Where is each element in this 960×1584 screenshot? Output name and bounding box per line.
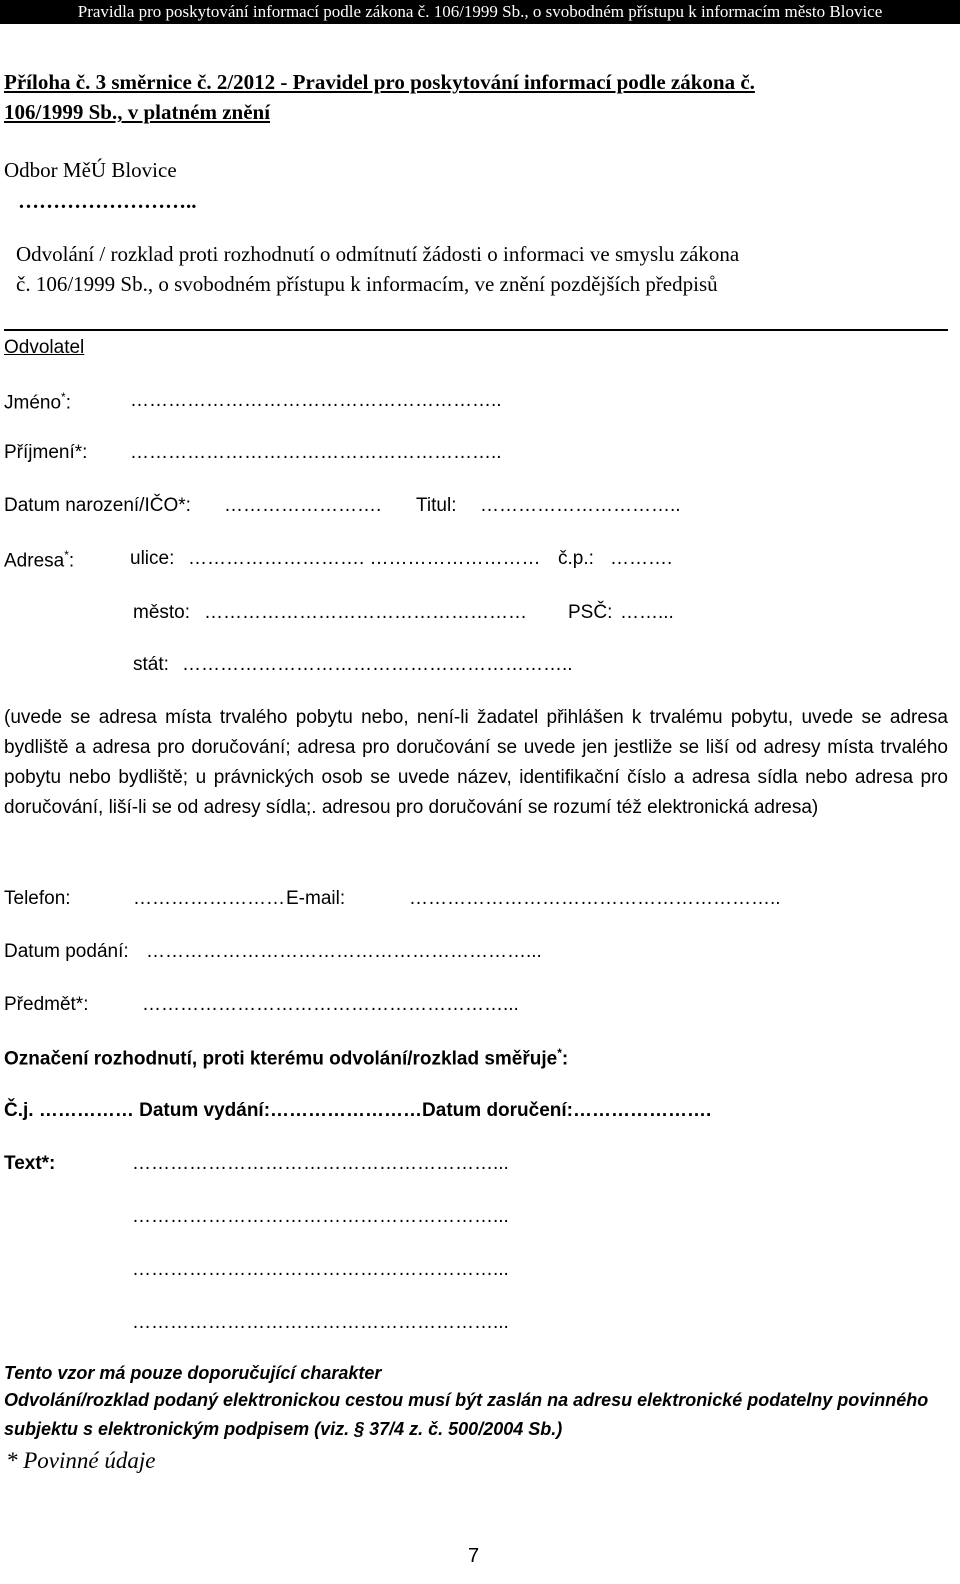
adresa-label: Adresa bbox=[4, 550, 65, 572]
psc-label: PSČ: bbox=[568, 602, 613, 623]
predmet-label: Předmět*: bbox=[4, 994, 89, 1015]
jmeno-label-group bbox=[4, 390, 71, 414]
datum-vydani-label: Datum vydání: bbox=[139, 1100, 271, 1121]
datum-doruceni-field[interactable]: …………………. bbox=[573, 1100, 712, 1121]
required-star: * bbox=[64, 548, 69, 562]
address-note: (uvede se adresa místa trvalého pobytu nebo, není-li žadatel přihlášen k trvalému pobytu, uvede se adresa bydliště a adresa pro doručování; adresa pro doručování se uvede jen jestliže se liší od adresy místa trvalého pobytu nebo bydliště; u právnických osob se uvede název, identifikační číslo a adresa sídla nebo adresa pro doručování, liší-li se od adresy sídla;. adresou pro doručování se rozumí též elektronická adresa) bbox=[4, 707, 948, 818]
cp-field[interactable]: ………. bbox=[610, 548, 673, 569]
prijmeni-label: Příjmení*: bbox=[4, 442, 88, 463]
cj-label: Č.j. bbox=[4, 1100, 34, 1121]
electronic-note-line-1: Odvolání/rozklad podaný elektronickou cestou musí být zaslán na adresu elektronické podatelny povinného bbox=[4, 1390, 929, 1410]
datum-narozeni-label: Datum narození/IČO*: bbox=[4, 495, 191, 516]
text-line-3[interactable]: …………………………………………………... bbox=[132, 1259, 509, 1280]
datum-vydani-field[interactable]: …………………… bbox=[270, 1100, 423, 1121]
page-header-title: Pravidla pro poskytování informací podle zákona č. 106/1999 Sb., o svobodném přístupu k informacím město Blovice bbox=[77, 2, 883, 21]
document-title-line-1: Příloha č. 3 směrnice č. 2/2012 - Pravidel pro poskytování informací podle zákona č. bbox=[4, 70, 755, 94]
decision-label-group bbox=[4, 1046, 568, 1070]
required-star: * bbox=[61, 390, 66, 404]
jmeno-field[interactable]: ………………………………………………….. bbox=[130, 390, 502, 411]
datum-podani-field[interactable]: ……………………………………………………... bbox=[146, 941, 542, 962]
text-line-2[interactable]: …………………………………………………... bbox=[132, 1206, 509, 1227]
document-title-line-2: 106/1999 Sb., v platném znění bbox=[4, 100, 271, 124]
page-header bbox=[0, 0, 960, 24]
titul-field[interactable]: ………………………….. bbox=[480, 495, 681, 516]
ulice-label: ulice: bbox=[130, 548, 175, 569]
colon: : bbox=[68, 550, 75, 572]
jmeno-label: Jméno bbox=[4, 392, 62, 414]
prijmeni-field[interactable]: ………………………………………………….. bbox=[130, 442, 502, 463]
stat-label: stát: bbox=[133, 654, 169, 675]
email-field[interactable]: ………………………………………………….. bbox=[409, 888, 781, 909]
department-name: Odbor MěÚ Blovice bbox=[4, 158, 177, 182]
datum-doruceni-label: Datum doručení: bbox=[422, 1100, 573, 1121]
text-label: Text*: bbox=[4, 1153, 56, 1174]
adresa-label-group bbox=[4, 548, 74, 572]
section-title-odvolatel: Odvolatel bbox=[4, 337, 85, 358]
colon: : bbox=[65, 392, 71, 414]
subject-line-2: č. 106/1999 Sb., o svobodném přístupu k informacím, ve znění pozdějších předpisů bbox=[16, 272, 718, 296]
ulice-field[interactable]: ………………………. ……………………… bbox=[188, 548, 541, 569]
email-label: E-mail: bbox=[286, 888, 346, 909]
cp-label: č.p.: bbox=[558, 548, 594, 569]
datum-narozeni-field[interactable]: ……………………. bbox=[224, 495, 382, 516]
psc-field[interactable]: ……... bbox=[620, 602, 674, 623]
subject-line-1: Odvolání / rozklad proti rozhodnutí o odmítnutí žádosti o informaci ve smyslu zákona bbox=[16, 242, 740, 266]
titul-label: Titul: bbox=[416, 495, 457, 516]
stat-field[interactable]: …………………………………………………….. bbox=[182, 654, 573, 675]
text-line-1[interactable]: …………………………………………………... bbox=[132, 1153, 509, 1174]
department-dots: …………………….. bbox=[18, 189, 197, 213]
colon: : bbox=[561, 1048, 569, 1070]
mesto-field[interactable]: …………………………………………… bbox=[204, 602, 527, 623]
mandatory-fields-note: * Povinné údaje bbox=[6, 1448, 156, 1473]
mesto-label: město: bbox=[133, 602, 191, 623]
electronic-note-line-2: subjektu s elektronickým podpisem (viz. § 37/4 z. č. 500/2004 Sb.) bbox=[4, 1419, 563, 1439]
page-number: 7 bbox=[468, 1545, 480, 1567]
decision-details bbox=[4, 1100, 711, 1122]
telefon-field[interactable]: …………………… bbox=[133, 888, 285, 909]
datum-podani-label: Datum podání: bbox=[4, 941, 129, 962]
recommendation-note: Tento vzor má pouze doporučující charakter bbox=[4, 1363, 382, 1383]
required-star: * bbox=[557, 1046, 562, 1060]
telefon-label: Telefon: bbox=[4, 888, 71, 909]
decision-label: Označení rozhodnutí, proti kterému odvolání/rozklad směřuje bbox=[4, 1048, 558, 1070]
heading-rule bbox=[4, 329, 948, 331]
predmet-field[interactable]: …………………………………………………... bbox=[142, 994, 519, 1015]
text-line-4[interactable]: …………………………………………………... bbox=[132, 1312, 509, 1333]
cj-field[interactable]: …………… bbox=[38, 1100, 134, 1121]
